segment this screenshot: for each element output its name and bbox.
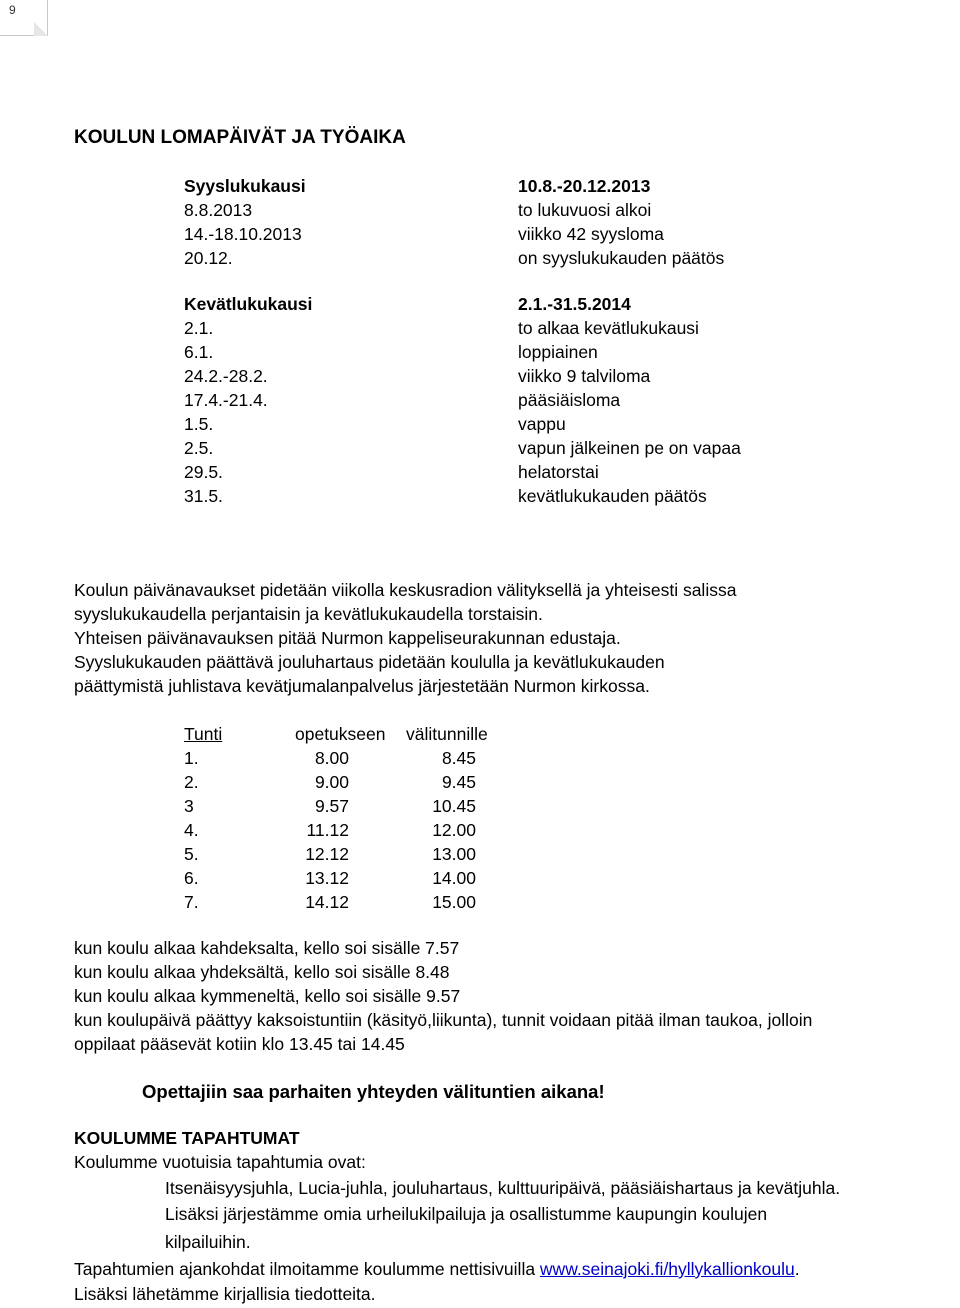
- spring-date: 29.5.: [184, 462, 223, 482]
- spring-date: 31.5.: [184, 486, 223, 506]
- schedule-row-end: 15.00: [432, 892, 476, 912]
- schedule-row-start: 11.12: [306, 820, 349, 840]
- schedule-row-start: 8.00: [314, 748, 349, 768]
- schedule-row-start: 9.00: [314, 772, 349, 792]
- events-heading: KOULUMME TAPAHTUMAT: [74, 1128, 300, 1148]
- bell-note: kun koulu alkaa kahdeksalta, kello soi sisälle 7.57: [74, 938, 460, 958]
- autumn-date: 20.12.: [184, 248, 233, 268]
- schedule-row-start: 12.12: [305, 844, 349, 864]
- autumn-text: viikko 42 syysloma: [518, 224, 664, 244]
- spring-date: 24.2.-28.2.: [184, 366, 268, 386]
- schedule-row-number: 1.: [184, 748, 199, 768]
- schedule-row-start: 14.12: [305, 892, 349, 912]
- contact-note: Opettajiin saa parhaiten yhteyden välituntien aikana!: [142, 1081, 605, 1102]
- schedule-row-end: 12.00: [432, 820, 476, 840]
- schedule-row-number: 4.: [184, 820, 199, 840]
- schedule-row-start: 13.12: [305, 868, 349, 888]
- spring-date: 6.1.: [184, 342, 214, 362]
- spring-text: vapun jälkeinen pe on vapaa: [518, 438, 741, 458]
- schedule-header-lesson: opetukseen: [295, 724, 386, 744]
- page-number-tab: [0, 0, 48, 36]
- schedule-row-start: 9.57: [314, 796, 349, 816]
- spring-text: loppiainen: [518, 342, 598, 362]
- autumn-date: 14.-18.10.2013: [184, 224, 302, 244]
- page-number: 9: [9, 3, 16, 17]
- events-web-text: Tapahtumien ajankohdat ilmoitamme koulumme nettisivuilla: [74, 1259, 540, 1279]
- autumn-term-range: 10.8.-20.12.2013: [518, 176, 651, 196]
- paragraph-line: päättymistä juhlistava kevätjumalanpalvelus järjestetään Nurmon kirkossa.: [74, 676, 650, 696]
- bell-note: kun koulu alkaa kymmeneltä, kello soi sisälle 9.57: [74, 986, 461, 1006]
- spring-text: helatorstai: [518, 462, 599, 482]
- spring-text: vappu: [518, 414, 566, 434]
- schedule-row-number: 7.: [184, 892, 199, 912]
- schedule-header-hour: Tunti: [184, 724, 223, 744]
- events-web-line: [74, 1261, 800, 1279]
- spring-text: pääsiäisloma: [518, 390, 621, 410]
- schedule-row-number: 3: [184, 796, 194, 816]
- paragraph-line: Yhteisen päivänavauksen pitää Nurmon kappeliseurakunnan edustaja.: [74, 628, 621, 648]
- autumn-text: to lukuvuosi alkoi: [518, 200, 652, 220]
- paragraph-line: Syyslukukauden päättävä jouluhartaus pidetään koululla ja kevätlukukauden: [74, 652, 665, 672]
- paragraph-line: syyslukukaudella perjantaisin ja kevätlukukaudella torstaisin.: [74, 604, 543, 624]
- schedule-row-end: 14.00: [432, 868, 476, 888]
- schedule-row-end: 8.45: [441, 748, 476, 768]
- spring-term-range: 2.1.-31.5.2014: [518, 294, 631, 314]
- events-web-period: .: [794, 1259, 800, 1279]
- schedule-row-number: 6.: [184, 868, 199, 888]
- autumn-date: 8.8.2013: [184, 200, 253, 220]
- bell-note: kun koulu alkaa yhdeksältä, kello soi sisälle 8.48: [74, 962, 450, 982]
- spring-date: 17.4.-21.4.: [184, 390, 268, 410]
- spring-date: 1.5.: [184, 414, 214, 434]
- events-line: kilpailuihin.: [165, 1232, 251, 1252]
- page-title: KOULUN LOMAPÄIVÄT JA TYÖAIKA: [74, 127, 406, 148]
- autumn-text: on syyslukukauden päätös: [518, 248, 725, 268]
- schedule-row-end: 10.45: [432, 796, 476, 816]
- school-website-link[interactable]: www.seinajoki.fi/hyllykallionkoulu: [539, 1259, 795, 1279]
- spring-date: 2.5.: [184, 438, 214, 458]
- schedule-row-end: 9.45: [441, 772, 476, 792]
- spring-text: viikko 9 talviloma: [518, 366, 651, 386]
- spring-text: to alkaa kevätlukukausi: [518, 318, 699, 338]
- spring-text: kevätlukukauden päätös: [518, 486, 707, 506]
- events-line: Lisäksi järjestämme omia urheilukilpailuja ja osallistumme kaupungin koulujen: [165, 1204, 768, 1224]
- events-intro: Koulumme vuotuisia tapahtumia ovat:: [74, 1152, 366, 1172]
- autumn-term-label: Syyslukukausi: [184, 176, 306, 196]
- paragraph-line: Koulun päivänavaukset pidetään viikolla keskusradion välityksellä ja yhteisesti salissa: [74, 580, 737, 600]
- spring-term-label: Kevätlukukausi: [184, 294, 313, 314]
- schedule-row-number: 5.: [184, 844, 199, 864]
- page-corner-fold: [34, 22, 48, 36]
- bell-note: oppilaat pääsevät kotiin klo 13.45 tai 14.45: [74, 1034, 405, 1054]
- events-line: Itsenäisyysjuhla, Lucia-juhla, jouluhartaus, kulttuuripäivä, pääsiäishartaus ja kevätjuhla.: [165, 1178, 841, 1198]
- schedule-header: [184, 726, 504, 744]
- schedule-row-number: 2.: [184, 772, 199, 792]
- schedule-row-end: 13.00: [432, 844, 476, 864]
- spring-date: 2.1.: [184, 318, 214, 338]
- bell-note: kun koulupäivä päättyy kaksoistuntiin (käsityö,liikunta), tunnit voidaan pitää ilman taukoa, jolloin: [74, 1010, 813, 1030]
- schedule-header-recess: välitunnille: [406, 724, 488, 744]
- events-bulletins: Lisäksi lähetämme kirjallisia tiedotteita.: [74, 1284, 376, 1304]
